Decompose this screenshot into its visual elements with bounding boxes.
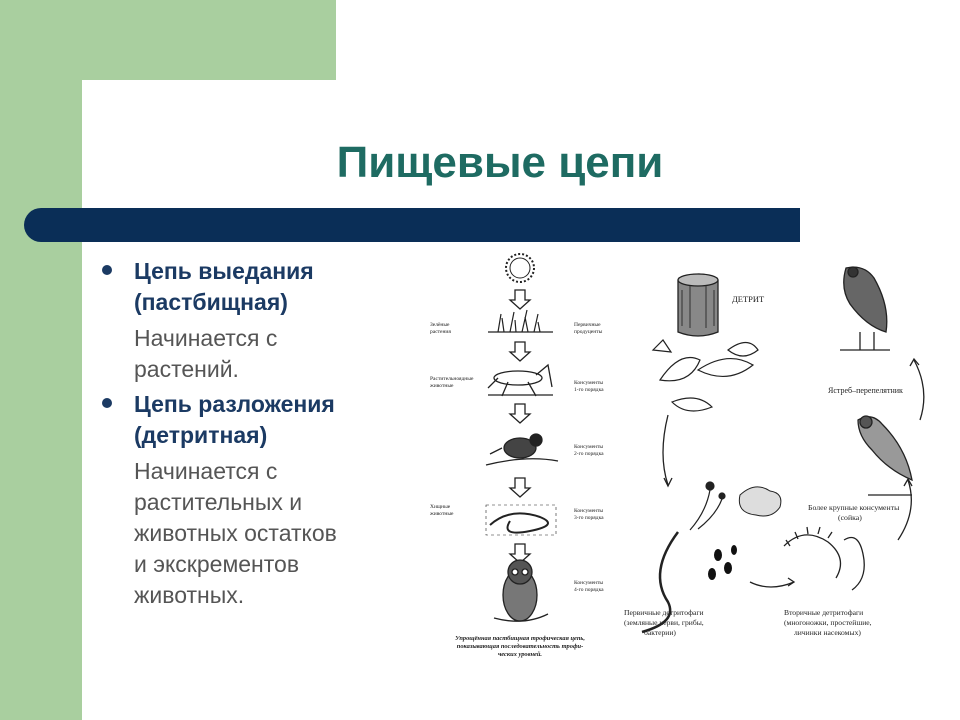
label-consumers-4: 4-го порядка	[574, 587, 604, 593]
bullet-dot-icon	[102, 398, 112, 408]
heading-line: (детритная)	[134, 422, 268, 448]
label-detritus: ДЕТРИТ	[732, 294, 765, 304]
heading-line: (пастбищная)	[134, 289, 288, 315]
label-larger-consumers: Более крупные консументы	[808, 503, 900, 512]
label-consumers-1: 1-го порядка	[574, 387, 604, 393]
down-arrow-icon	[510, 478, 530, 497]
label-consumers-2: Консументы	[574, 444, 604, 450]
label-herbivores: животные	[430, 383, 454, 389]
label-consumers-3: 3-го порядка	[574, 515, 604, 521]
heading-line: Цепь выедания	[134, 258, 314, 284]
bullet-description	[134, 456, 400, 611]
description-line: Начинается с	[134, 458, 278, 484]
description-line: растений.	[134, 356, 239, 382]
description-line: животных.	[134, 582, 245, 608]
heading-line: Цепь разложения	[134, 391, 335, 417]
bullet-heading	[134, 389, 400, 451]
label-primary-detritivores: бактерии)	[644, 628, 676, 637]
down-arrow-icon	[510, 342, 530, 361]
slide-title: Пищевые цепи	[336, 138, 664, 187]
grass-icon	[488, 310, 553, 332]
jay-icon	[858, 416, 912, 495]
description-line: животных остатков	[134, 520, 337, 546]
bullet-dot-icon	[102, 265, 112, 275]
label-primary-detritivores: Первичные детритофаги	[624, 608, 704, 617]
bullet-heading	[134, 256, 400, 318]
title-underline-bar	[24, 208, 800, 242]
label-secondary-detritivores: Вторичные детритофаги	[784, 608, 864, 617]
label-herbivores: Растительноядные	[430, 376, 474, 382]
tree-stump-icon	[678, 274, 718, 336]
dead-leaves-icon	[653, 340, 758, 411]
sun-icon	[506, 254, 534, 282]
bullet-description	[134, 323, 400, 385]
grasshopper-icon	[488, 365, 553, 396]
label-producers: Первичные	[574, 322, 601, 328]
label-consumers-4: Консументы	[574, 580, 604, 586]
down-arrow-icon	[510, 404, 530, 423]
label-green-plants: растения	[430, 329, 451, 335]
label-primary-detritivores: (земляные черви, грибы,	[624, 618, 704, 627]
label-predators: животные	[430, 511, 454, 517]
small-bird-icon	[486, 434, 558, 465]
down-arrow-icon	[510, 290, 530, 309]
green-side-strip	[0, 0, 82, 720]
bacteria-icon	[739, 487, 781, 516]
label-secondary-detritivores: личинки насекомых)	[794, 628, 861, 637]
grazing-caption: ческих уровней.	[497, 651, 543, 658]
label-consumers-2: 2-го порядка	[574, 451, 604, 457]
droppings-icon	[708, 545, 737, 580]
label-hawk: Ястреб–перепелятник	[828, 386, 903, 395]
description-line: растительных и	[134, 489, 303, 515]
description-line: и экскрементов	[134, 551, 300, 577]
grazing-chain-figure	[429, 254, 604, 658]
label-secondary-detritivores: (многоножки, простейшие,	[784, 618, 872, 627]
bullet-grazing-chain	[100, 256, 400, 385]
green-top-block	[0, 0, 336, 80]
owl-icon	[494, 560, 548, 621]
hawk-icon	[840, 267, 890, 350]
bullet-detritus-chain	[100, 389, 400, 611]
food-chain-diagram	[428, 250, 948, 670]
detritus-chain-figure	[624, 267, 924, 637]
description-line: Начинается с	[134, 325, 278, 351]
millipede-icon	[784, 527, 864, 590]
label-consumers-3: Консументы	[574, 508, 604, 514]
label-predators: Хищные	[430, 504, 451, 510]
label-consumers-1: Консументы	[574, 380, 604, 386]
bullet-list	[100, 256, 400, 615]
label-green-plants: Зелёные	[430, 322, 450, 328]
label-producers: продуценты	[574, 329, 603, 335]
label-larger-consumers: (сойка)	[838, 513, 862, 522]
snake-icon	[486, 505, 556, 535]
earthworm-icon	[642, 532, 678, 632]
grazing-caption: показывающая последовательность трофи-	[456, 643, 584, 650]
fungi-icon	[690, 482, 725, 530]
grazing-caption: Упрощённая пастбищная трофическая цепь,	[455, 635, 585, 642]
